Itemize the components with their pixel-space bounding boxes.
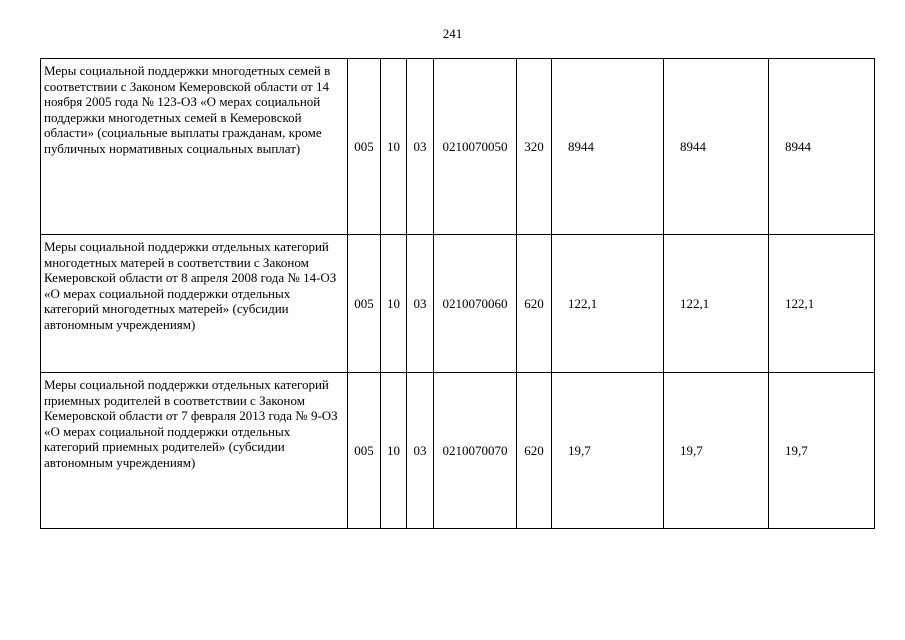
expense-type-code: 620 [517,373,552,529]
amount-year-1: 19,7 [552,373,664,529]
amount-year-3: 122,1 [769,235,875,373]
amount-year-2: 19,7 [664,373,769,529]
amount-year-2: 122,1 [664,235,769,373]
subsection-code: 03 [407,373,434,529]
amount-year-2: 8944 [664,59,769,235]
target-article-code: 0210070060 [434,235,517,373]
ministry-code: 005 [348,59,381,235]
row-description: Меры социальной поддержки многодетных семей в соответствии с Законом Кемеровской области от 14 ноября 2005 года № 123-ОЗ «О мерах социальной поддержки многодетных семей в Кемеровской области» (социальные выплаты гражданам, кроме публичных нормативных социальных выплат) [41,59,348,235]
ministry-code: 005 [348,373,381,529]
amount-year-3: 8944 [769,59,875,235]
section-code: 10 [381,235,407,373]
section-code: 10 [381,59,407,235]
amount-year-1: 122,1 [552,235,664,373]
amount-year-1: 8944 [552,59,664,235]
section-code: 10 [381,373,407,529]
expense-type-code: 620 [517,235,552,373]
subsection-code: 03 [407,235,434,373]
subsection-code: 03 [407,59,434,235]
expense-type-code: 320 [517,59,552,235]
budget-table [40,58,875,529]
amount-year-3: 19,7 [769,373,875,529]
table-row [41,235,875,373]
row-description: Меры социальной поддержки отдельных категорий приемных родителей в соответствии с Законом Кемеровской области от 7 февраля 2013 года № 9-ОЗ «О мерах социальной поддержки отдельных категорий приемных родителей» (субсидии автономным учреждениям) [41,373,348,529]
page-number: 241 [442,26,463,41]
target-article-code: 0210070070 [434,373,517,529]
ministry-code: 005 [348,235,381,373]
row-description: Меры социальной поддержки отдельных категорий многодетных матерей в соответствии с Законом Кемеровской области от 8 апреля 2008 года № 14-ОЗ «О мерах социальной поддержки отдельных категорий многодетных матерей» (субсидии автономным учреждениям) [41,235,348,373]
table-row [41,59,875,235]
target-article-code: 0210070050 [434,59,517,235]
table-row [41,373,875,529]
